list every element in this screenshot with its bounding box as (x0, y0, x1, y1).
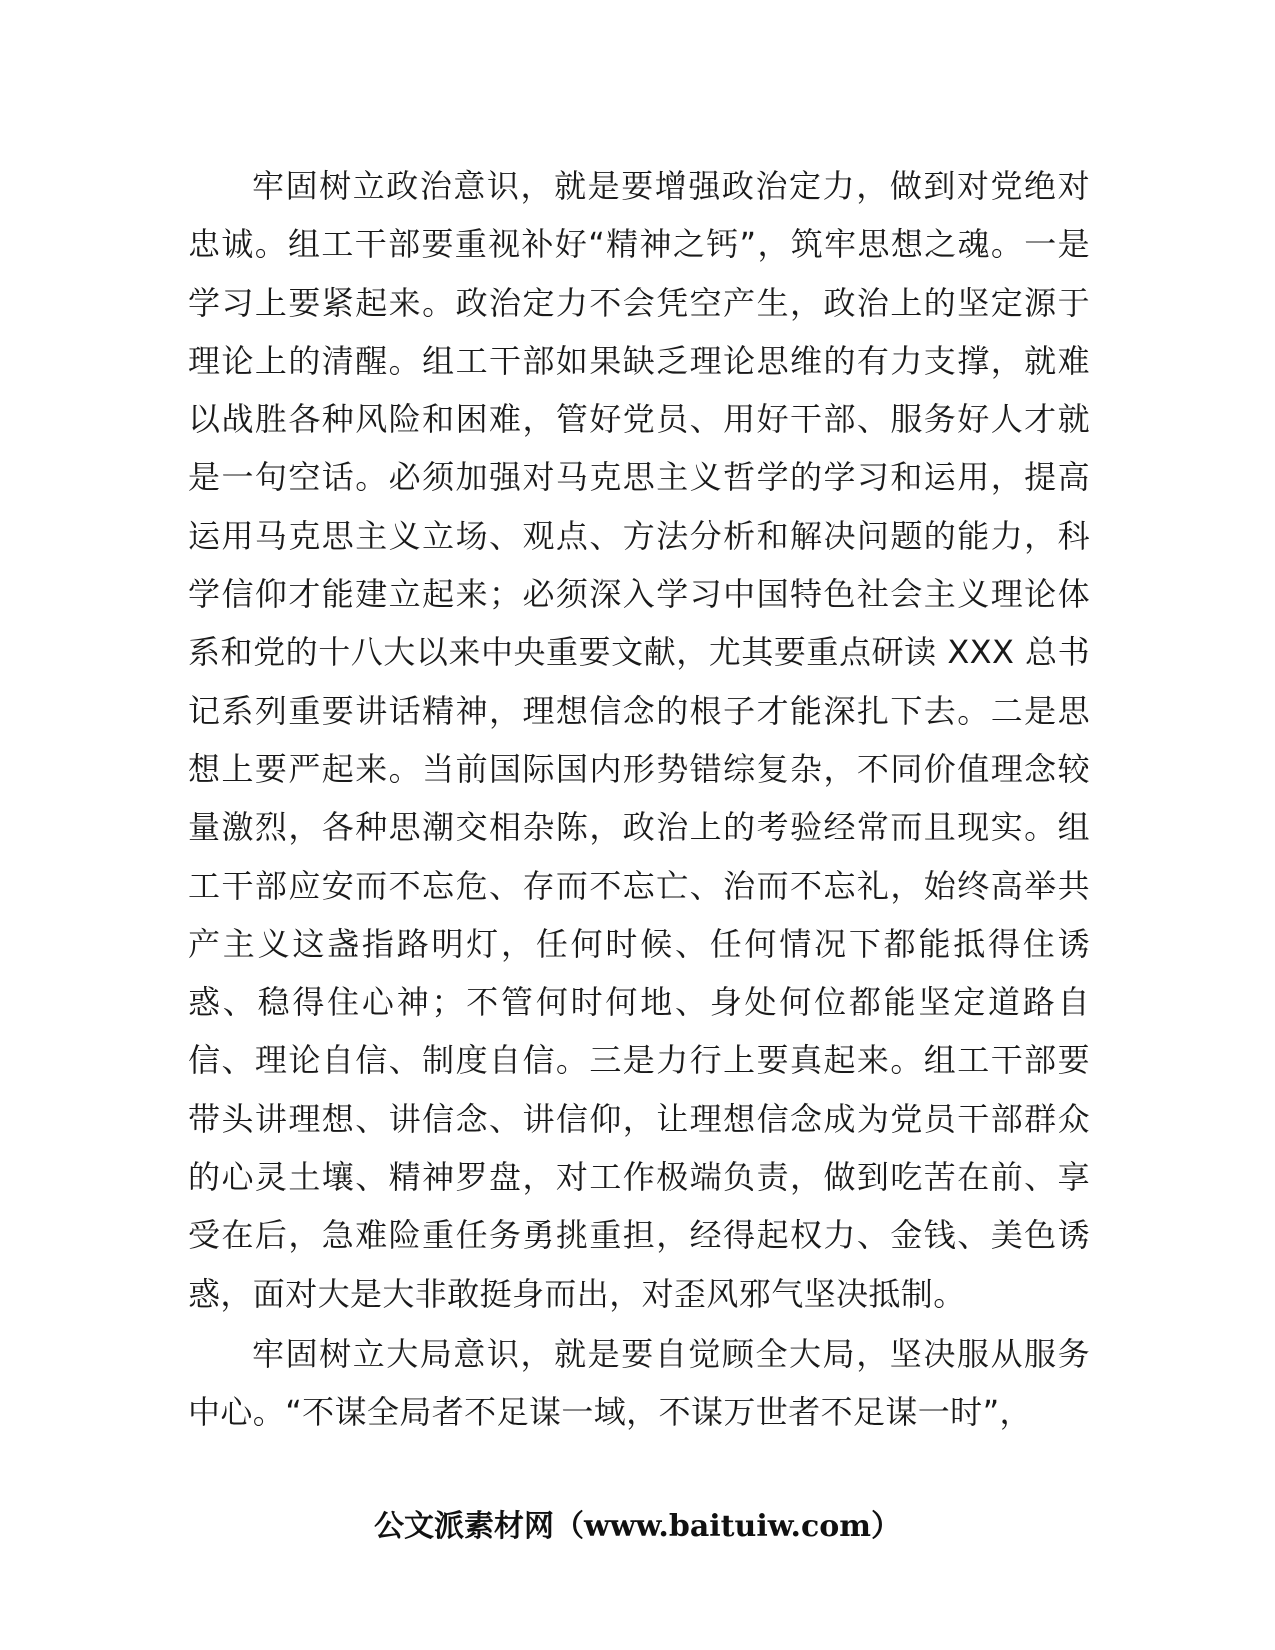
body-text (188, 157, 1090, 1442)
paragraph-political-awareness: 牢固树立政治意识，就是要增强政治定力，做到对党绝对忠诚。组工干部要重视补好“精神之钙”，筑牢思想之魂。一是学习上要紧起来。政治定力不会凭空产生，政治上的坚定源于理论上的清醒。组工干部如果缺乏理论思维的有力支撑，就难以战胜各种风险和困难，管好党员、用好干部、服务好人才就是一句空话。必须加强对马克思主义哲学的学习和运用，提高运用马克思主义立场、观点、方法分析和解决问题的能力，科学信仰才能建立起来；必须深入学习中国特色社会主义理论体系和党的十八大以来中央重要文献，尤其要重点研读 XXX 总书记系列重要讲话精神，理想信念的根子才能深扎下去。二是思想上要严起来。当前国际国内形势错综复杂，不同价值理念较量激烈，各种思潮交相杂陈，政治上的考验经常而且现实。组工干部应安而不忘危、存而不忘亡、治而不忘礼，始终高举共产主义这盏指路明灯，任何时候、任何情况下都能抵得住诱惑、稳得住心神；不管何时何地、身处何位都能坚定道路自信、理论自信、制度自信。三是力行上要真起来。组工干部要带头讲理想、讲信念、讲信仰，让理想信念成为党员干部群众的心灵土壤、精神罗盘，对工作极端负责，做到吃苦在前、享受在后，急难险重任务勇挑重担，经得起权力、金钱、美色诱惑，面对大是大非敢挺身而出，对歪风邪气坚决抵制。 (188, 167, 1090, 1313)
paragraph-overall-awareness: 牢固树立大局意识，就是要自觉顾全大局，坚决服从服务中心。“不谋全局者不足谋一域，不谋万世者不足谋一时”， (188, 1334, 1090, 1432)
footer-watermark: 公文派素材网（www.baituiw.com） (373, 1509, 902, 1544)
